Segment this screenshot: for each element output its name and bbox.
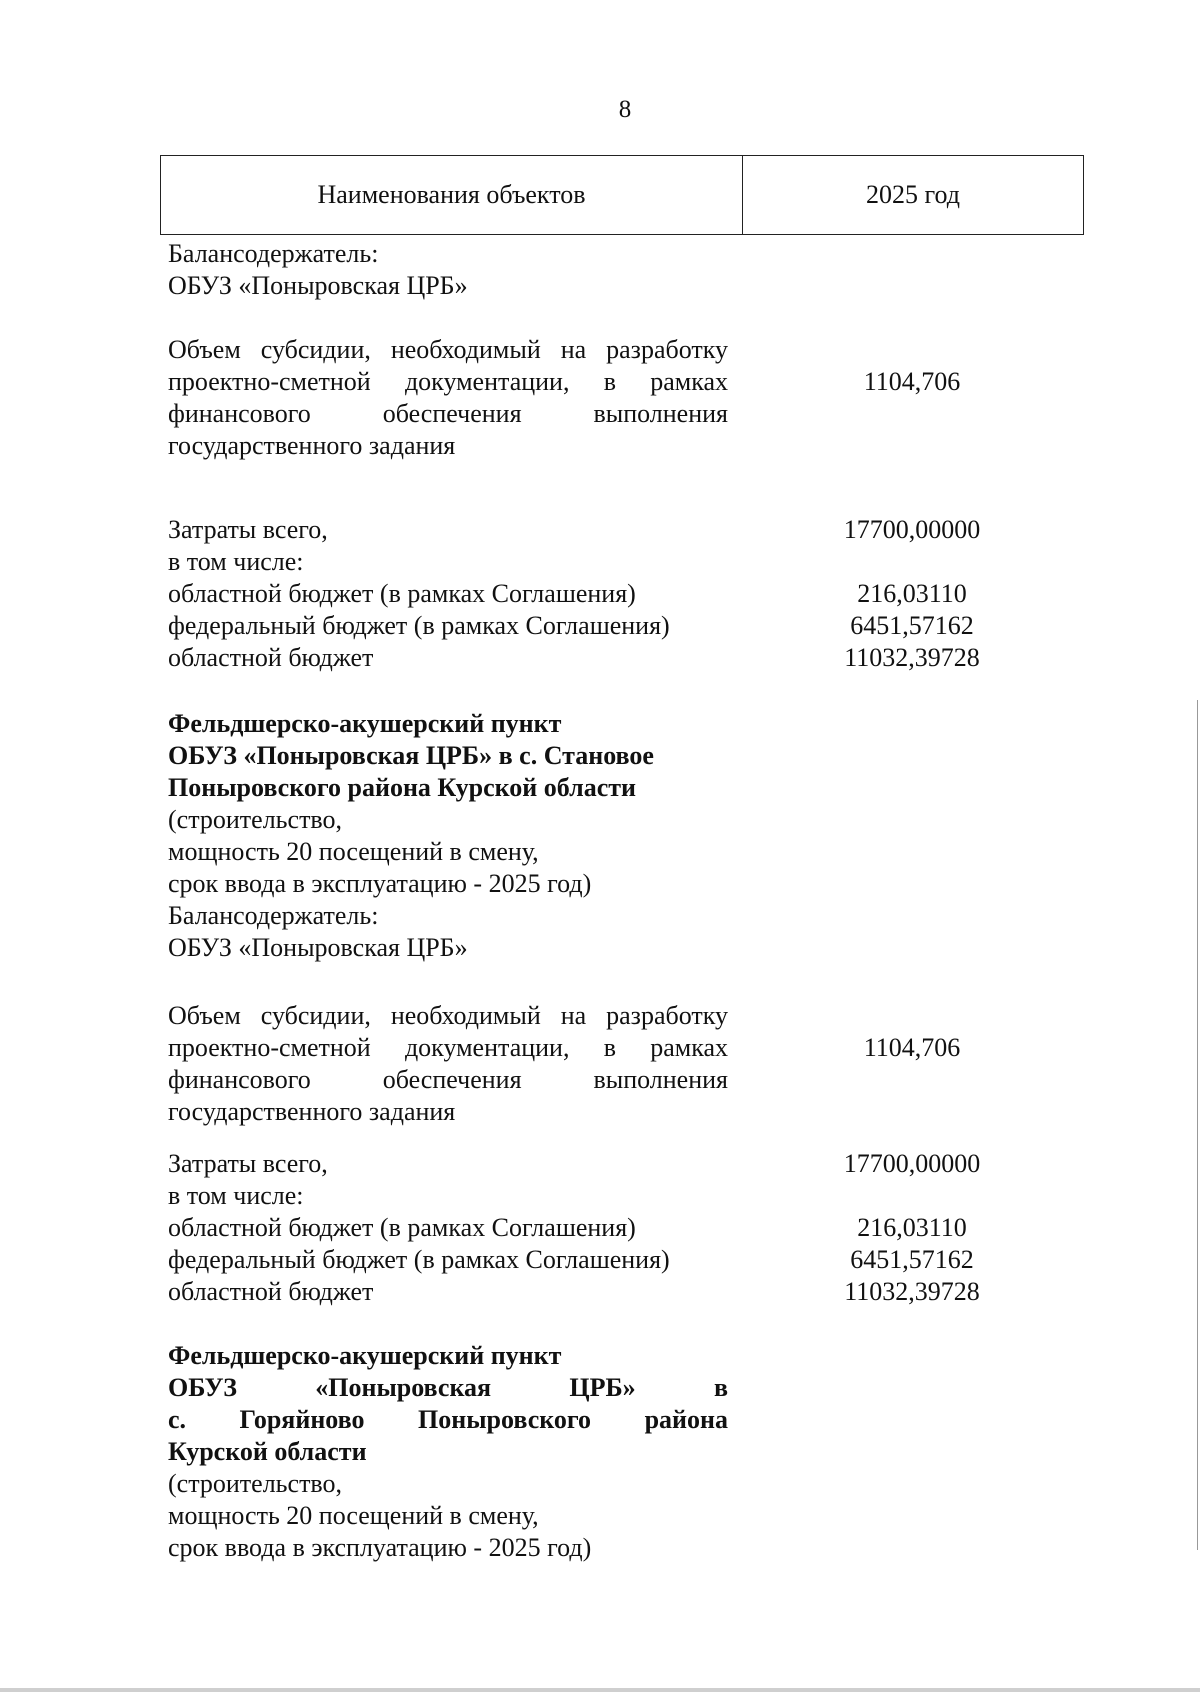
- costs-total-label: Затраты всего,: [168, 1149, 328, 1178]
- subsidy-line: проектно-сметной документации, в рамках: [168, 367, 728, 396]
- section1-regional-agreement-value: 216,03110: [857, 579, 967, 608]
- holder-name: ОБУЗ «Поныровская ЦРБ»: [168, 271, 468, 300]
- section1-subsidy-value: 1104,706: [863, 367, 961, 396]
- section2-costs: [168, 1148, 670, 1308]
- desc-line: мощность 20 посещений в смену,: [168, 1501, 539, 1530]
- section1-federal-agreement-value: 6451,57162: [850, 611, 974, 640]
- section1-regional-value: 11032,39728: [844, 643, 980, 672]
- section1-holder: [168, 238, 468, 302]
- subsidy-line: проектно-сметной документации, в рамках: [168, 1033, 728, 1062]
- regional-label: областной бюджет: [168, 1277, 374, 1306]
- section2-regional-value: 11032,39728: [844, 1277, 980, 1306]
- section1-costs: [168, 514, 670, 674]
- regional-agreement-label: областной бюджет (в рамках Соглашения): [168, 1213, 636, 1242]
- title-line: Курской области: [168, 1437, 367, 1466]
- subsidy-line: государственного задания: [168, 431, 456, 460]
- scan-edge-bottom: [0, 1688, 1200, 1692]
- scan-edge-right: [1197, 700, 1199, 1550]
- title-line: Поныровского района Курской области: [168, 773, 636, 802]
- section2-federal-agreement-value: 6451,57162: [850, 1245, 974, 1274]
- holder-name: ОБУЗ «Поныровская ЦРБ»: [168, 933, 468, 962]
- title-line: Фельдшерско-акушерский пункт: [168, 1341, 562, 1370]
- title-line: ОБУЗ «Поныровская ЦРБ» в: [168, 1373, 728, 1402]
- federal-agreement-label: федеральный бюджет (в рамках Соглашения): [168, 611, 670, 640]
- including-label: в том числе:: [168, 547, 304, 576]
- column-header-year: 2025 год: [866, 180, 960, 209]
- section1-costs-total-value: 17700,00000: [843, 515, 981, 544]
- column-header-names: Наименования объектов: [161, 156, 743, 234]
- subsidy-line: финансового обеспечения выполнения: [168, 399, 728, 428]
- desc-line: срок ввода в эксплуатацию - 2025 год): [168, 869, 592, 898]
- regional-label: областной бюджет: [168, 643, 374, 672]
- subsidy-line: государственного задания: [168, 1097, 456, 1126]
- title-line: Фельдшерско-акушерский пункт: [168, 709, 562, 738]
- desc-line: мощность 20 посещений в смену,: [168, 837, 539, 866]
- title-line: с. Горяйново Поныровского района: [168, 1405, 728, 1434]
- section2-subsidy-value: 1104,706: [863, 1033, 961, 1062]
- holder-label: Балансодержатель:: [168, 239, 379, 268]
- desc-line: (строительство,: [168, 1469, 343, 1498]
- subsidy-line: Объем субсидии, необходимый на разработку: [168, 335, 728, 364]
- section1-subsidy-text: [168, 334, 728, 462]
- desc-line: срок ввода в эксплуатацию - 2025 год): [168, 1533, 592, 1562]
- desc-line: (строительство,: [168, 805, 343, 834]
- holder-label: Балансодержатель:: [168, 901, 379, 930]
- section2-costs-total-value: 17700,00000: [843, 1149, 981, 1178]
- page-number: 8: [618, 96, 632, 123]
- section2-title: [168, 708, 654, 964]
- regional-agreement-label: областной бюджет (в рамках Соглашения): [168, 579, 636, 608]
- section3-title: [168, 1340, 728, 1564]
- section2-subsidy-text: [168, 1000, 728, 1128]
- table-header: [160, 155, 1084, 235]
- including-label: в том числе:: [168, 1181, 304, 1210]
- title-line: ОБУЗ «Поныровская ЦРБ» в с. Становое: [168, 741, 654, 770]
- subsidy-line: финансового обеспечения выполнения: [168, 1065, 728, 1094]
- costs-total-label: Затраты всего,: [168, 515, 328, 544]
- federal-agreement-label: федеральный бюджет (в рамках Соглашения): [168, 1245, 670, 1274]
- subsidy-line: Объем субсидии, необходимый на разработку: [168, 1001, 728, 1030]
- section2-regional-agreement-value: 216,03110: [857, 1213, 967, 1242]
